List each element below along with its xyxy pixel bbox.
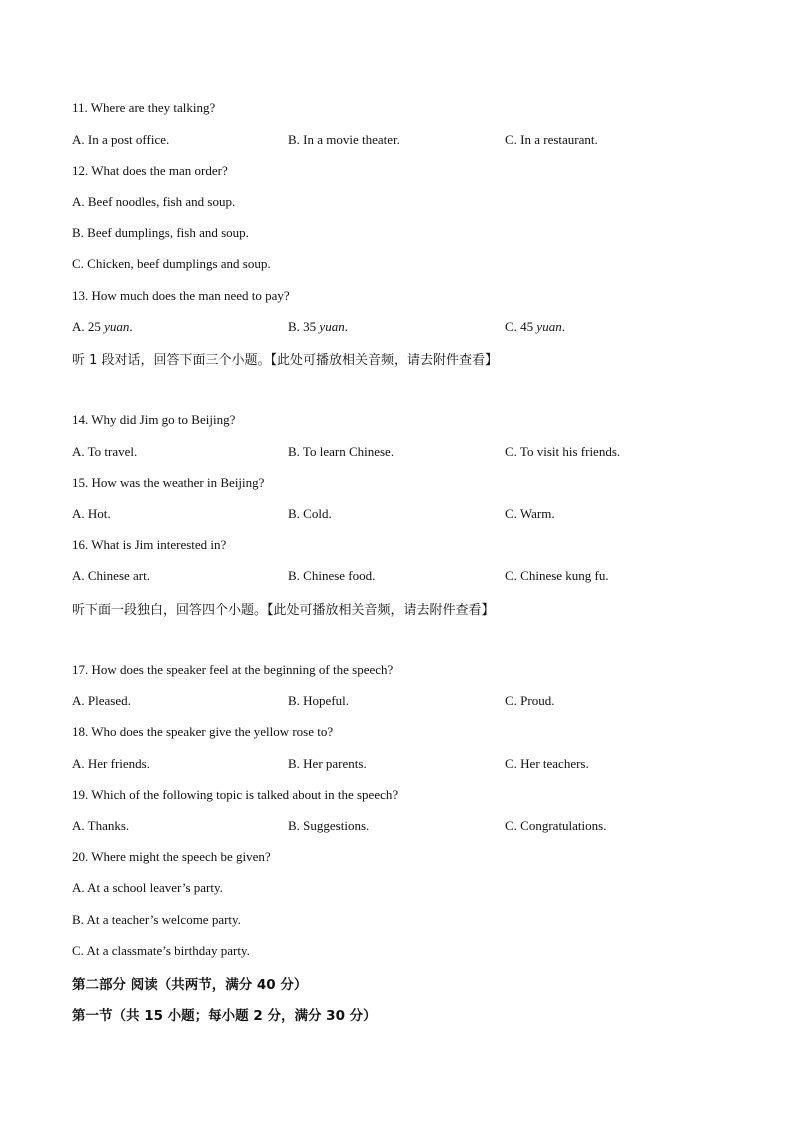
question-14-option-a: A. To travel. [72, 444, 138, 459]
question-20-option-c: C. At a classmate’s birthday party. [72, 943, 250, 958]
currency-unit: yuan [536, 319, 562, 334]
question-17-option-a: A. Pleased. [72, 693, 131, 708]
question-12-stem: 12. What does the man order? [72, 163, 228, 178]
question-13-stem: 13. How much does the man need to pay? [72, 288, 290, 303]
question-17-stem: 17. How does the speaker feel at the beginning of the speech? [72, 662, 394, 677]
question-13-option-a: A. 25 yuan. [72, 319, 133, 334]
question-18-option-a: A. Her friends. [72, 756, 150, 771]
question-13-option-b: B. 35 yuan. [288, 319, 348, 334]
question-16-option-a: A. Chinese art. [72, 568, 150, 583]
question-16-stem: 16. What is Jim interested in? [72, 537, 227, 552]
question-11-stem: 11. Where are they talking? [72, 100, 216, 115]
question-12-option-b: B. Beef dumplings, fish and soup. [72, 225, 249, 240]
question-17-option-c: C. Proud. [505, 693, 555, 708]
question-19-option-c: C. Congratulations. [505, 818, 607, 833]
question-16-option-c: C. Chinese kung fu. [505, 568, 609, 583]
question-18-stem: 18. Who does the speaker give the yellow rose to? [72, 724, 334, 739]
question-12-option-c: C. Chicken, beef dumplings and soup. [72, 256, 271, 271]
question-14-option-c: C. To visit his friends. [505, 444, 621, 459]
listening-instruction-2: 听下面一段独白，回答四个小题。【此处可播放相关音频，请去附件查看】 [72, 603, 495, 618]
question-17-option-b: B. Hopeful. [288, 693, 350, 708]
question-15-option-c: C. Warm. [505, 506, 555, 521]
question-13-option-c: C. 45 yuan. [505, 319, 565, 334]
section-1-heading: 第一节（共 15 小题；每小题 2 分，满分 30 分） [72, 1008, 377, 1024]
question-20-option-b: B. At a teacher’s welcome party. [72, 912, 241, 927]
question-14-option-b: B. To learn Chinese. [288, 444, 395, 459]
question-11-option-c: C. In a restaurant. [505, 132, 598, 147]
part-2-heading: 第二部分 阅读（共两节，满分 40 分） [72, 977, 308, 993]
question-15-option-a: A. Hot. [72, 506, 111, 521]
question-16-option-b: B. Chinese food. [288, 568, 376, 583]
question-11-option-a: A. In a post office. [72, 132, 170, 147]
question-19-option-a: A. Thanks. [72, 818, 130, 833]
question-12-option-a: A. Beef noodles, fish and soup. [72, 194, 236, 209]
listening-instruction-1: 听 1 段对话，回答下面三个小题。【此处可播放相关音频，请去附件查看】 [72, 353, 499, 368]
question-11-option-b: B. In a movie theater. [288, 132, 400, 147]
currency-unit: yuan [319, 319, 345, 334]
question-15-option-b: B. Cold. [288, 506, 332, 521]
question-19-stem: 19. Which of the following topic is talked about in the speech? [72, 787, 399, 802]
question-18-option-b: B. Her parents. [288, 756, 367, 771]
question-18-option-c: C. Her teachers. [505, 756, 589, 771]
currency-unit: yuan [104, 319, 130, 334]
question-20-stem: 20. Where might the speech be given? [72, 849, 271, 864]
question-19-option-b: B. Suggestions. [288, 818, 370, 833]
question-14-stem: 14. Why did Jim go to Beijing? [72, 412, 236, 427]
question-15-stem: 15. How was the weather in Beijing? [72, 475, 265, 490]
question-20-option-a: A. At a school leaver’s party. [72, 880, 223, 895]
